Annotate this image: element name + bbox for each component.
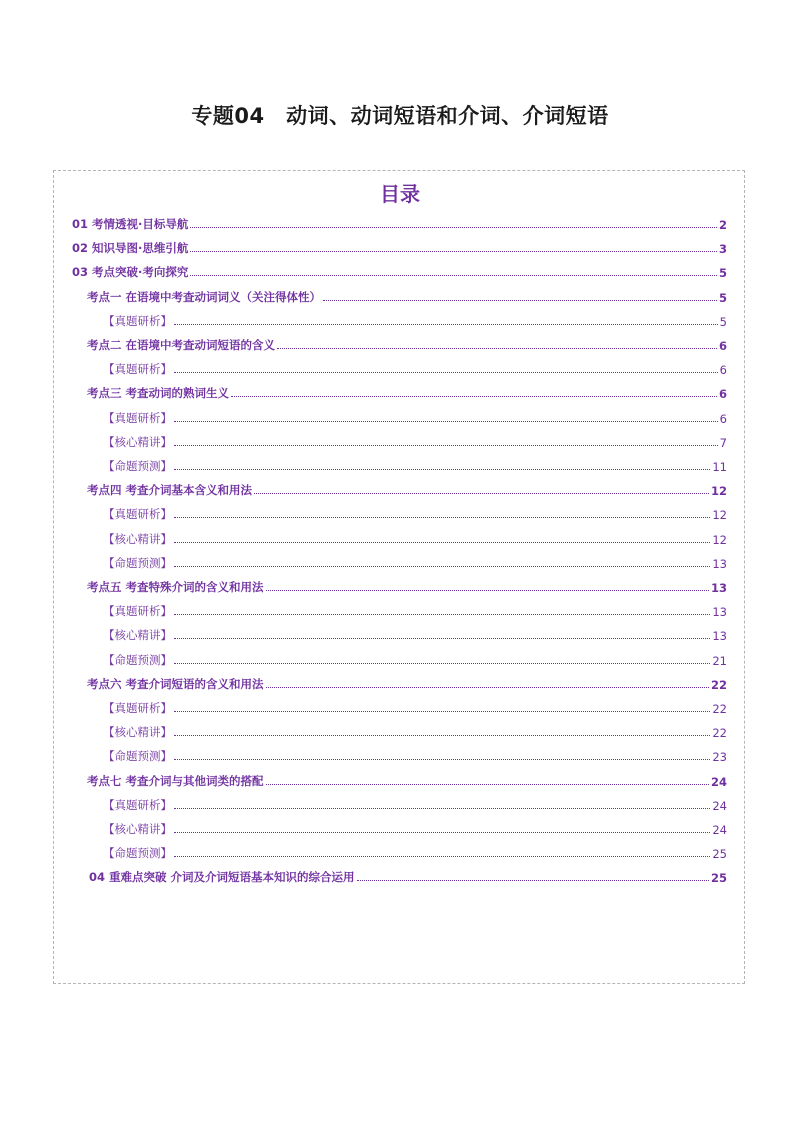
toc-leader-dots: [174, 758, 710, 760]
toc-entry[interactable]: [103, 599, 727, 619]
toc-entry-page: 13: [712, 605, 727, 620]
toc-entry-label: 【核心精讲】: [103, 434, 172, 449]
toc-entry-label: 【命题预测】: [103, 749, 172, 764]
toc-entry-label: 考点一 在语境中考查动词词义（关注得体性）: [87, 289, 322, 304]
toc-entry-page: 6: [718, 387, 727, 402]
toc-entry-label: 【命题预测】: [103, 555, 172, 570]
toc-entry-label: 【核心精讲】: [103, 628, 172, 643]
toc-entry-label: 04 重难点突破 介词及介词短语基本知识的综合运用: [89, 870, 355, 885]
toc-entry[interactable]: [103, 309, 727, 329]
toc-entry[interactable]: [87, 769, 727, 789]
toc-entry-page: 22: [710, 677, 727, 692]
toc-entry-label: 【核心精讲】: [103, 725, 172, 740]
toc-entry[interactable]: [103, 744, 727, 764]
toc-entry[interactable]: [103, 551, 727, 571]
toc-leader-dots: [174, 662, 710, 664]
toc-entry-page: 24: [712, 823, 727, 837]
toc-entry-page: 5: [718, 266, 727, 281]
toc-entry[interactable]: [103, 527, 727, 547]
toc-entry-label: 考点三 考查动词的熟词生义: [87, 386, 230, 401]
toc-entry-page: 5: [718, 290, 727, 305]
toc-entry-label: 【真题研析】: [103, 362, 172, 377]
toc-entry[interactable]: [87, 285, 727, 305]
toc-entry[interactable]: [87, 381, 727, 401]
toc-entry[interactable]: [87, 575, 727, 595]
toc-leader-dots: [174, 855, 710, 857]
toc-entry-page: 7: [719, 435, 727, 450]
toc-entry-label: 【核心精讲】: [103, 822, 172, 836]
toc-entry-page: 5: [719, 314, 727, 329]
toc-entry[interactable]: [89, 865, 727, 885]
toc-leader-dots: [174, 734, 710, 736]
toc-entry-label: 【核心精讲】: [103, 531, 172, 546]
toc-entry-page: 23: [712, 750, 727, 765]
toc-entry[interactable]: [103, 502, 727, 522]
toc-entry-page: 6: [718, 339, 727, 353]
toc-entry-page: 13: [710, 581, 727, 595]
toc-entry[interactable]: [87, 478, 727, 498]
toc-leader-dots: [357, 879, 709, 881]
toc-entry-page: 6: [719, 363, 727, 378]
toc-entry-page: 12: [710, 484, 727, 499]
toc-entry[interactable]: [103, 696, 727, 716]
toc-entry-label: 【命题预测】: [103, 846, 172, 861]
toc-entry-page: 22: [712, 702, 727, 716]
toc-entry-page: 22: [712, 726, 727, 741]
toc-leader-dots: [174, 420, 718, 422]
toc-leader-dots: [174, 444, 718, 446]
toc-leader-dots: [174, 710, 710, 712]
toc-entry-page: 24: [712, 798, 727, 813]
toc-entry[interactable]: [87, 333, 727, 353]
toc-entry-label: 考点七 考查介词与其他词类的搭配: [87, 773, 264, 788]
toc-entry[interactable]: [103, 648, 727, 668]
toc-entry[interactable]: [103, 430, 727, 450]
toc-entry-label: 【真题研析】: [103, 410, 172, 425]
toc-entry[interactable]: [103, 720, 727, 740]
toc-leader-dots: [174, 565, 710, 567]
toc-entry-page: 25: [712, 847, 727, 862]
toc-entry-label: 【真题研析】: [103, 313, 172, 328]
toc-leader-dots: [190, 250, 717, 252]
toc-entry-page: 12: [712, 508, 727, 523]
toc-leader-dots: [174, 323, 718, 325]
toc-leader-dots: [174, 807, 710, 809]
toc-entry-label: 【真题研析】: [103, 604, 172, 619]
toc-entry[interactable]: [103, 357, 727, 377]
toc-entry-page: 3: [718, 242, 727, 257]
toc-leader-dots: [174, 516, 710, 518]
page-title: 专题04 动词、动词短语和介词、介词短语: [191, 104, 609, 128]
toc-entry-page: 2: [718, 218, 727, 232]
toc-entry-page: 12: [712, 532, 727, 547]
toc-leader-dots: [323, 299, 717, 301]
toc-entry[interactable]: [87, 672, 727, 692]
toc-leader-dots: [174, 371, 718, 373]
toc-entry-label: 【命题预测】: [103, 459, 172, 473]
toc-entry[interactable]: [103, 623, 727, 643]
toc-entry-page: 11: [712, 460, 727, 474]
toc-entry-page: 25: [710, 871, 727, 886]
toc-entry-label: 01 考情透视·目标导航: [72, 217, 189, 231]
toc-entry[interactable]: [72, 212, 727, 232]
toc-entry[interactable]: [103, 454, 727, 474]
toc-leader-dots: [190, 226, 717, 228]
toc-leader-dots: [254, 492, 709, 494]
toc-leader-dots: [174, 637, 710, 639]
toc-entry-page: 13: [712, 629, 727, 644]
toc-leader-dots: [174, 613, 710, 615]
toc-entry-page: 24: [710, 774, 727, 789]
toc-entry-label: 【真题研析】: [103, 507, 172, 522]
toc-leader-dots: [190, 274, 717, 276]
toc-entry[interactable]: [103, 841, 727, 861]
toc-entry[interactable]: [72, 260, 727, 280]
toc-entry-label: 【真题研析】: [103, 701, 172, 715]
toc-leader-dots: [277, 347, 717, 349]
toc-entry-label: 考点五 考查特殊介词的含义和用法: [87, 580, 264, 594]
toc-heading: 目录: [380, 182, 420, 206]
toc-entry-page: 13: [712, 556, 727, 571]
toc-leader-dots: [174, 541, 710, 543]
toc-entry-label: 考点六 考查介词短语的含义和用法: [87, 676, 264, 691]
toc-leader-dots: [174, 468, 710, 470]
toc-entry[interactable]: [103, 793, 727, 813]
toc-leader-dots: [266, 589, 709, 591]
toc-entry-label: 考点四 考查介词基本含义和用法: [87, 483, 253, 498]
toc-entry-page: 21: [712, 653, 727, 668]
toc-leader-dots: [266, 686, 709, 688]
toc-entry-page: 6: [719, 411, 727, 426]
toc-entry-label: 【真题研析】: [103, 797, 172, 812]
toc-entry-label: 02 知识导图·思维引航: [72, 241, 189, 256]
toc-entry[interactable]: [103, 406, 727, 426]
toc-entry[interactable]: [72, 236, 727, 256]
toc-leader-dots: [174, 831, 710, 833]
toc-entry[interactable]: [103, 817, 727, 837]
toc-leader-dots: [231, 395, 717, 397]
toc-entry-label: 03 考点突破·考向探究: [72, 265, 189, 280]
toc-entry-label: 考点二 在语境中考查动词短语的含义: [87, 338, 276, 352]
toc-entry-label: 【命题预测】: [103, 652, 172, 667]
toc-leader-dots: [266, 783, 709, 785]
